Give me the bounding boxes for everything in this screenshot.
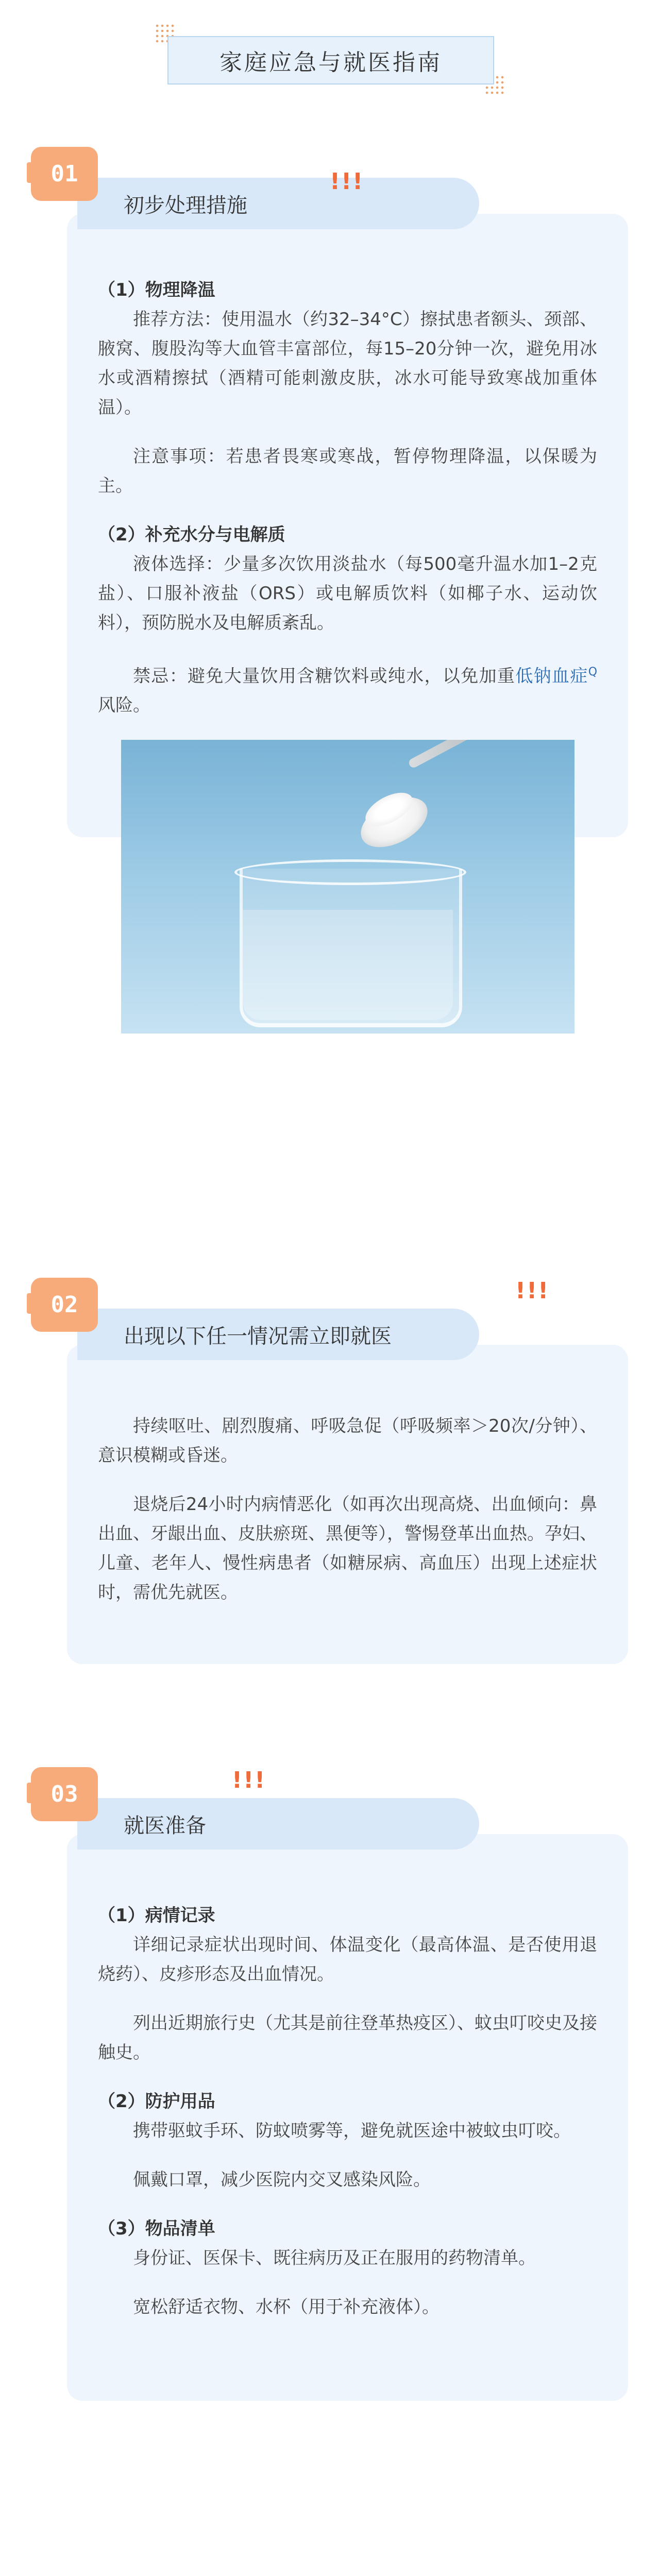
subheading: （3）物品清单 xyxy=(98,2218,215,2239)
section-heading-bar xyxy=(77,1798,479,1850)
glass-rim xyxy=(234,859,466,885)
glass xyxy=(240,869,462,1027)
paragraph: 详细记录症状出现时间、体温变化（最高体温、是否使用退烧药）、皮疹形态及出血情况。 xyxy=(98,1935,597,1985)
section-03 xyxy=(31,1767,628,2406)
spoon-handle xyxy=(407,740,574,769)
section-01 xyxy=(31,147,628,837)
paragraph-text: 禁忌：避免大量饮用含糖饮料或纯水，以免加重 xyxy=(133,666,516,687)
paragraph: 注意事项：若患者畏寒或寒战，暂停物理降温，以保暖为主。 xyxy=(98,446,597,496)
exclamation-icon: !!! xyxy=(515,1278,550,1304)
paragraph: 佩戴口罩，减少医院内交叉感染风险。 xyxy=(133,2170,431,2190)
section-card xyxy=(67,1345,628,1664)
exclamation-icon: !!! xyxy=(232,1767,266,1793)
section-heading: 出现以下任一情况需立即就医 xyxy=(124,1324,392,1348)
paragraph: 持续呕吐、剧烈腹痛、呼吸急促（呼吸频率＞20次/分钟）、意识模糊或昏迷。 xyxy=(98,1416,597,1466)
subheading: （1）病情记录 xyxy=(98,1905,215,1926)
title-wrap xyxy=(155,23,505,95)
paragraph: 身份证、医保卡、既往病历及正在服用的药物清单。 xyxy=(133,2248,536,2268)
paragraph: 宽松舒适衣物、水杯（用于补充液体）。 xyxy=(133,2297,440,2317)
section-number-badge: 01 xyxy=(31,147,98,201)
paragraph: 退烧后24小时内病情恶化（如再次出现高烧、出血倾向：鼻出血、牙龈出血、皮肤瘀斑、黑便等），警惕登革出血热。孕妇、儿童、老年人、慢性病患者（如糖尿病、高血压）出现上述症状时，需优先就医。 xyxy=(98,1494,597,1603)
section-number-badge: 03 xyxy=(31,1767,98,1821)
subheading: （2）防护用品 xyxy=(98,2091,215,2112)
section-02 xyxy=(31,1278,628,1690)
paragraph xyxy=(98,657,597,720)
section-card xyxy=(67,1834,628,2401)
section-heading: 就医准备 xyxy=(124,1814,206,1838)
exclamation-icon: !!! xyxy=(330,168,364,195)
section-heading-bar xyxy=(77,178,479,229)
glossary-link[interactable]: 低钠血症 xyxy=(515,666,588,687)
glass-with-salt-photo xyxy=(121,740,574,1033)
section-number-badge: 02 xyxy=(31,1278,98,1332)
search-icon[interactable]: Q xyxy=(588,666,598,679)
paragraph-text: 风险。 xyxy=(98,695,150,716)
paragraph: 列出近期旅行史（尤其是前往登革热疫区）、蚊虫叮咬史及接触史。 xyxy=(98,2013,597,2063)
section-card xyxy=(67,214,628,837)
section-heading-bar xyxy=(77,1309,479,1360)
paragraph: 液体选择：少量多次饮用淡盐水（每500毫升温水加1–2克盐）、口服补液盐（ORS）或电解质饮料（如椰子水、运动饮料），预防脱水及电解质紊乱。 xyxy=(98,554,597,633)
subheading: （1）物理降温 xyxy=(98,280,215,300)
paragraph: 推荐方法：使用温水（约32–34°C）擦拭患者额头、颈部、腋窝、腹股沟等大血管丰富部位，每15–20分钟一次，避免用冰水或酒精擦拭（酒精可能刺激皮肤，冰水可能导致寒战加重体温）。 xyxy=(98,309,597,418)
subheading: （2）补充水分与电解质 xyxy=(98,524,285,545)
page-title: 家庭应急与就医指南 xyxy=(167,36,494,84)
paragraph: 携带驱蚊手环、防蚊喷雾等，避免就医途中被蚊虫叮咬。 xyxy=(133,2121,571,2141)
section-heading: 初步处理措施 xyxy=(124,193,247,217)
